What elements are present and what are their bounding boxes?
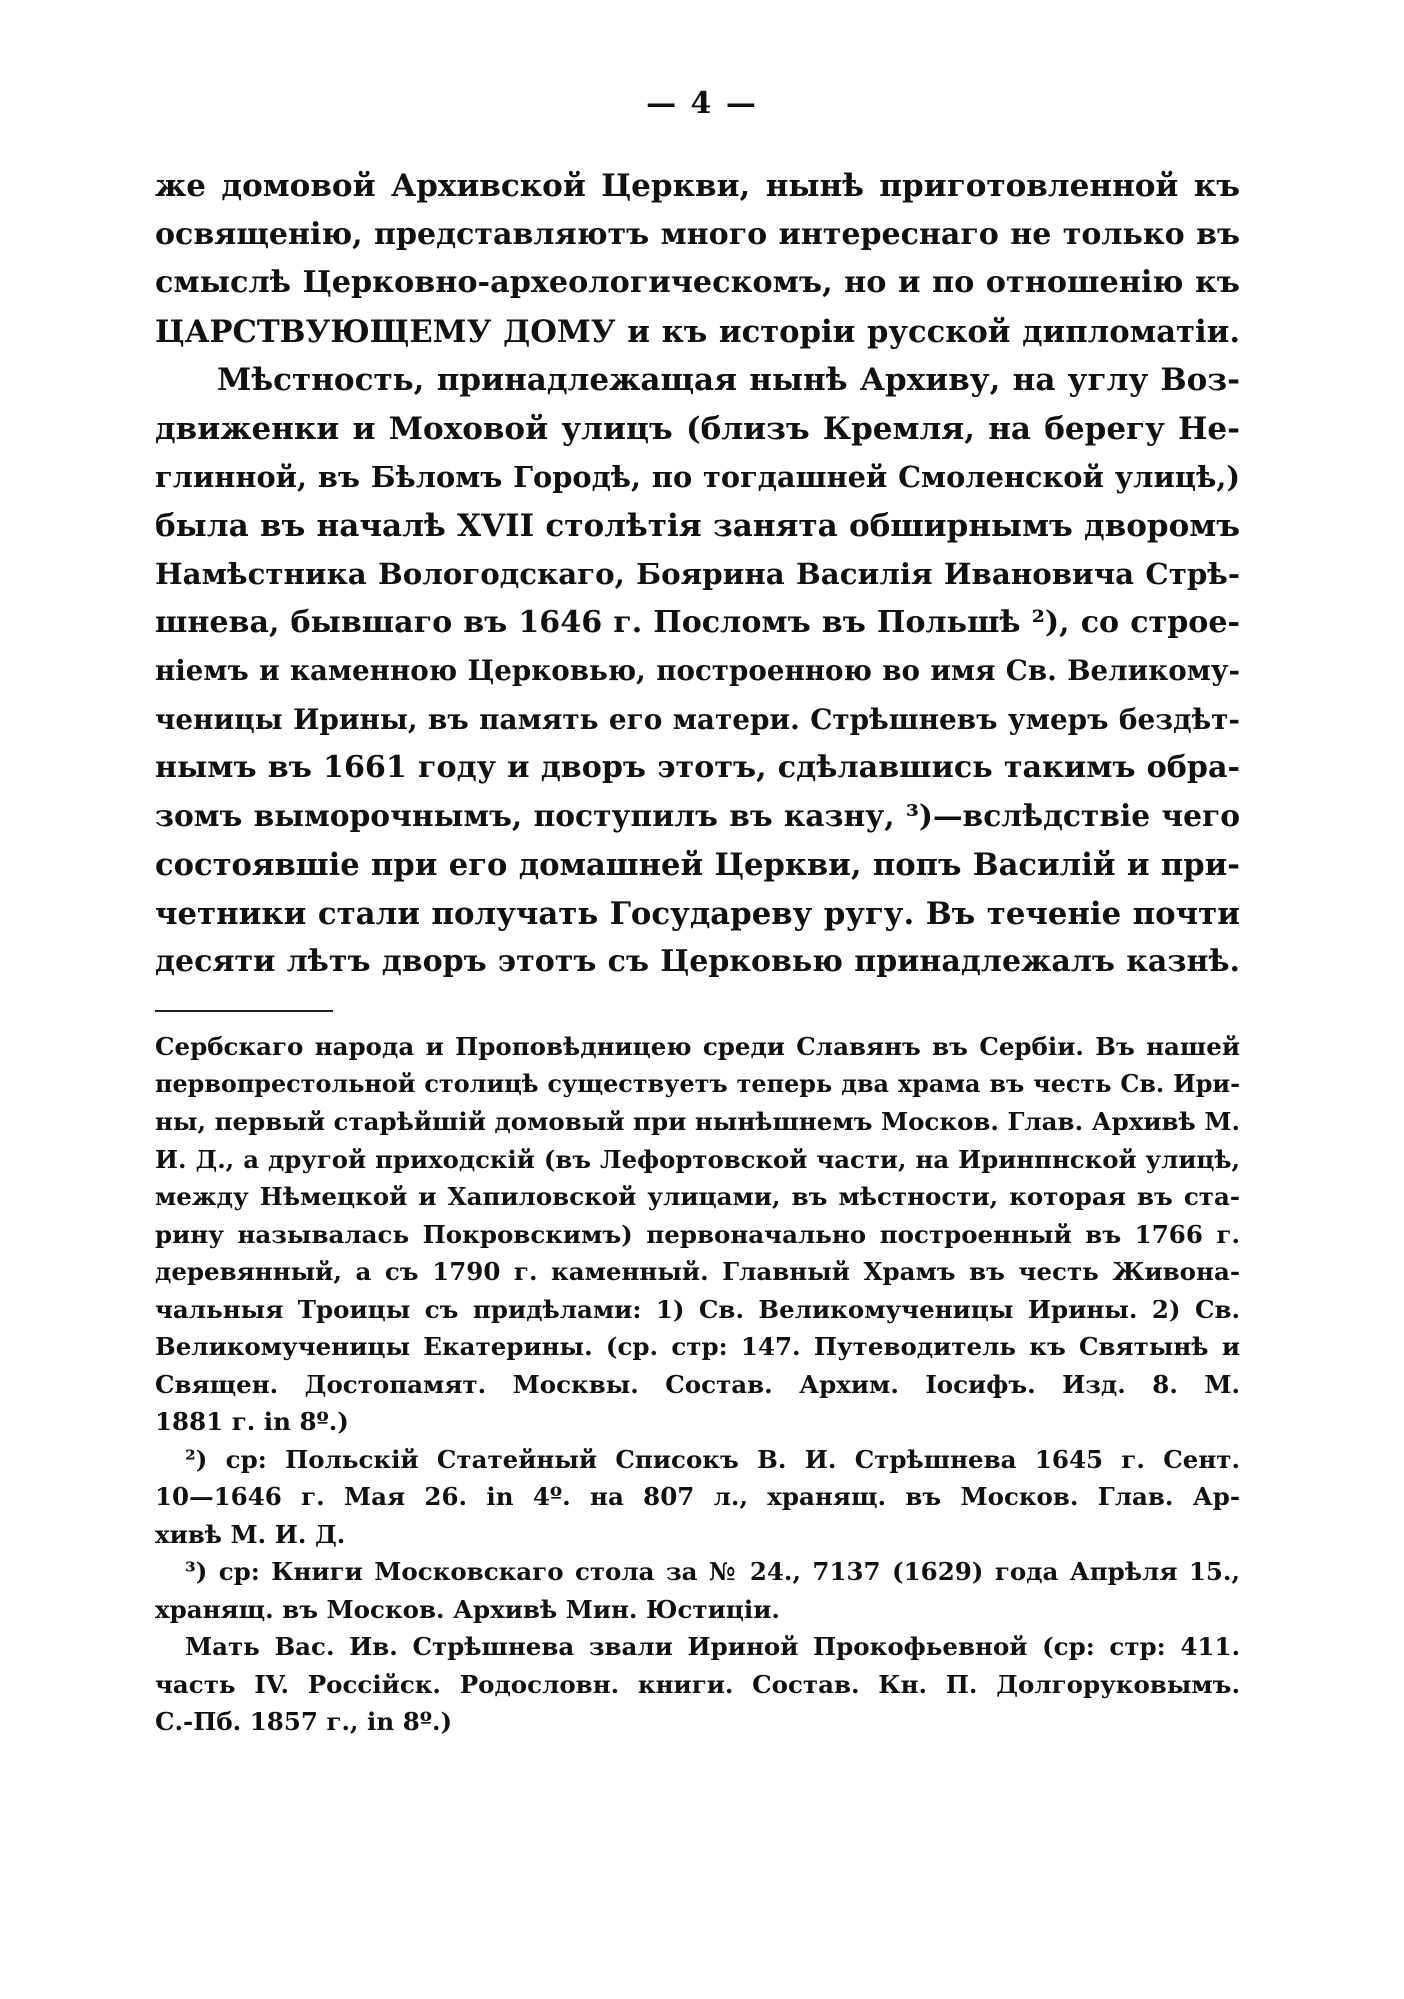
text-line: нымъ въ 1661 году и дворъ этотъ, сдѣлавшись такимъ обра- (155, 750, 1240, 785)
page-number: — 4 — (646, 86, 758, 121)
text-line: глинной, въ Бѣломъ Городѣ, по тогдашней Смоленской улицѣ,) (155, 460, 1240, 494)
text-line: состоявшіе при его домашней Церкви, попъ Василій и при- (155, 847, 1240, 883)
text-line: смыслѣ Церковно-археологическомъ, но и по отношенію къ (155, 265, 1240, 300)
text-line: же домовой Архивской Церкви, нынѣ приготовленной къ (155, 168, 1240, 204)
footnote-line: часть IV. Россійск. Родословн. книги. Состав. Кн. П. Долгоруковымъ. (155, 1669, 1240, 1699)
footnotes (155, 1028, 1240, 1741)
text-line: Намѣстника Вологодскаго, Боярина Василія Ивановича Стрѣ- (155, 557, 1240, 591)
text-line: Мѣстность, принадлежащая нынѣ Архиву, на углу Воз- (217, 362, 1240, 398)
footnote-line: ³) ср: Книги Московскаго стола за № 24., 7137 (1629) года Апрѣля 15., (185, 1557, 1240, 1586)
footnote-line: Мать Вас. Ив. Стрѣшнева звали Ириной Прокофьевной (ср: стр: 411. (185, 1632, 1240, 1661)
footnote-line: 1881 г. in 8º.) (155, 1407, 349, 1436)
footnote-line: Священ. Достопамят. Москвы. Состав. Архим. Іосифъ. Изд. 8. М. (155, 1369, 1240, 1399)
text-line: ніемъ и каменною Церковью, построенною во имя Св. Великому- (155, 654, 1240, 687)
footnote-line: И. Д., а другой приходскій (въ Лефортовской части, на Иринпнской улицѣ, (155, 1144, 1240, 1174)
text-line: десяти лѣтъ дворъ этотъ съ Церковью принадлежалъ казнѣ. (155, 944, 1240, 979)
footnote-line: первопрестольной столицѣ существуетъ теперь два храма въ честь Св. Ири- (155, 1069, 1240, 1098)
footnote-line: рину называлась Покровскимъ) первоначально построенный въ 1766 г. (155, 1219, 1240, 1249)
text-line: ЦАРСТВУЮЩЕМУ ДОМУ и къ исторіи русской дипломатіи. (155, 313, 1240, 350)
footnote-line: между Нѣмецкой и Хапиловской улицами, въ мѣстности, которая въ ста- (155, 1182, 1240, 1211)
footnote-line: чальныя Троицы съ придѣлами: 1) Св. Великомученицы Ирины. 2) Св. (155, 1294, 1240, 1324)
footnote-line: деревянный, а съ 1790 г. каменный. Главный Храмъ въ честь Живона- (155, 1257, 1240, 1286)
text-line: была въ началѣ XVII столѣтія занята обширнымъ дворомъ (155, 507, 1240, 544)
footnote-line: ²) ср: Польскій Статейный Списокъ В. И. Стрѣшнева 1645 г. Сент. (185, 1444, 1240, 1474)
footnote-line: ны, первый старѣйшій домовый при нынѣшнемъ Москов. Глав. Архивѣ М. (155, 1107, 1240, 1136)
footnote-line: хранящ. въ Москов. Архивѣ Мин. Юстиціи. (155, 1594, 780, 1624)
footnote-divider (155, 1010, 333, 1012)
text-line: четники стали получать Государеву ругу. Въ теченіе почти (155, 895, 1240, 932)
footnote-line: Великомученицы Екатерины. (ср. стр: 147. Путеводитель къ Святынѣ и (155, 1332, 1240, 1361)
text-line: движенки и Моховой улицъ (близъ Кремля, на берегу Не- (155, 410, 1240, 447)
text-line: зомъ выморочнымъ, поступилъ въ казну, ³)—вслѣдствіе чего (155, 798, 1240, 834)
main-text (155, 162, 1240, 987)
footnote-line: Сербскаго народа и Проповѣдницею среди Славянъ въ Сербіи. Въ нашей (155, 1032, 1240, 1061)
text-line: освященію, представляютъ много интереснаго не только въ (155, 216, 1240, 252)
text-line: ченицы Ирины, въ память его матери. Стрѣшневъ умеръ бездѣт- (155, 702, 1240, 736)
footnote-line: 10—1646 г. Мая 26. in 4º. на 807 л., хранящ. въ Москов. Глав. Ар- (155, 1482, 1240, 1511)
footnote-line: хивѣ М. И. Д. (155, 1519, 346, 1549)
text-line: шнева, бывшаго въ 1646 г. Посломъ въ Польшѣ ²), со строе- (155, 604, 1240, 640)
footnote-line: С.-Пб. 1857 г., in 8º.) (155, 1707, 453, 1736)
